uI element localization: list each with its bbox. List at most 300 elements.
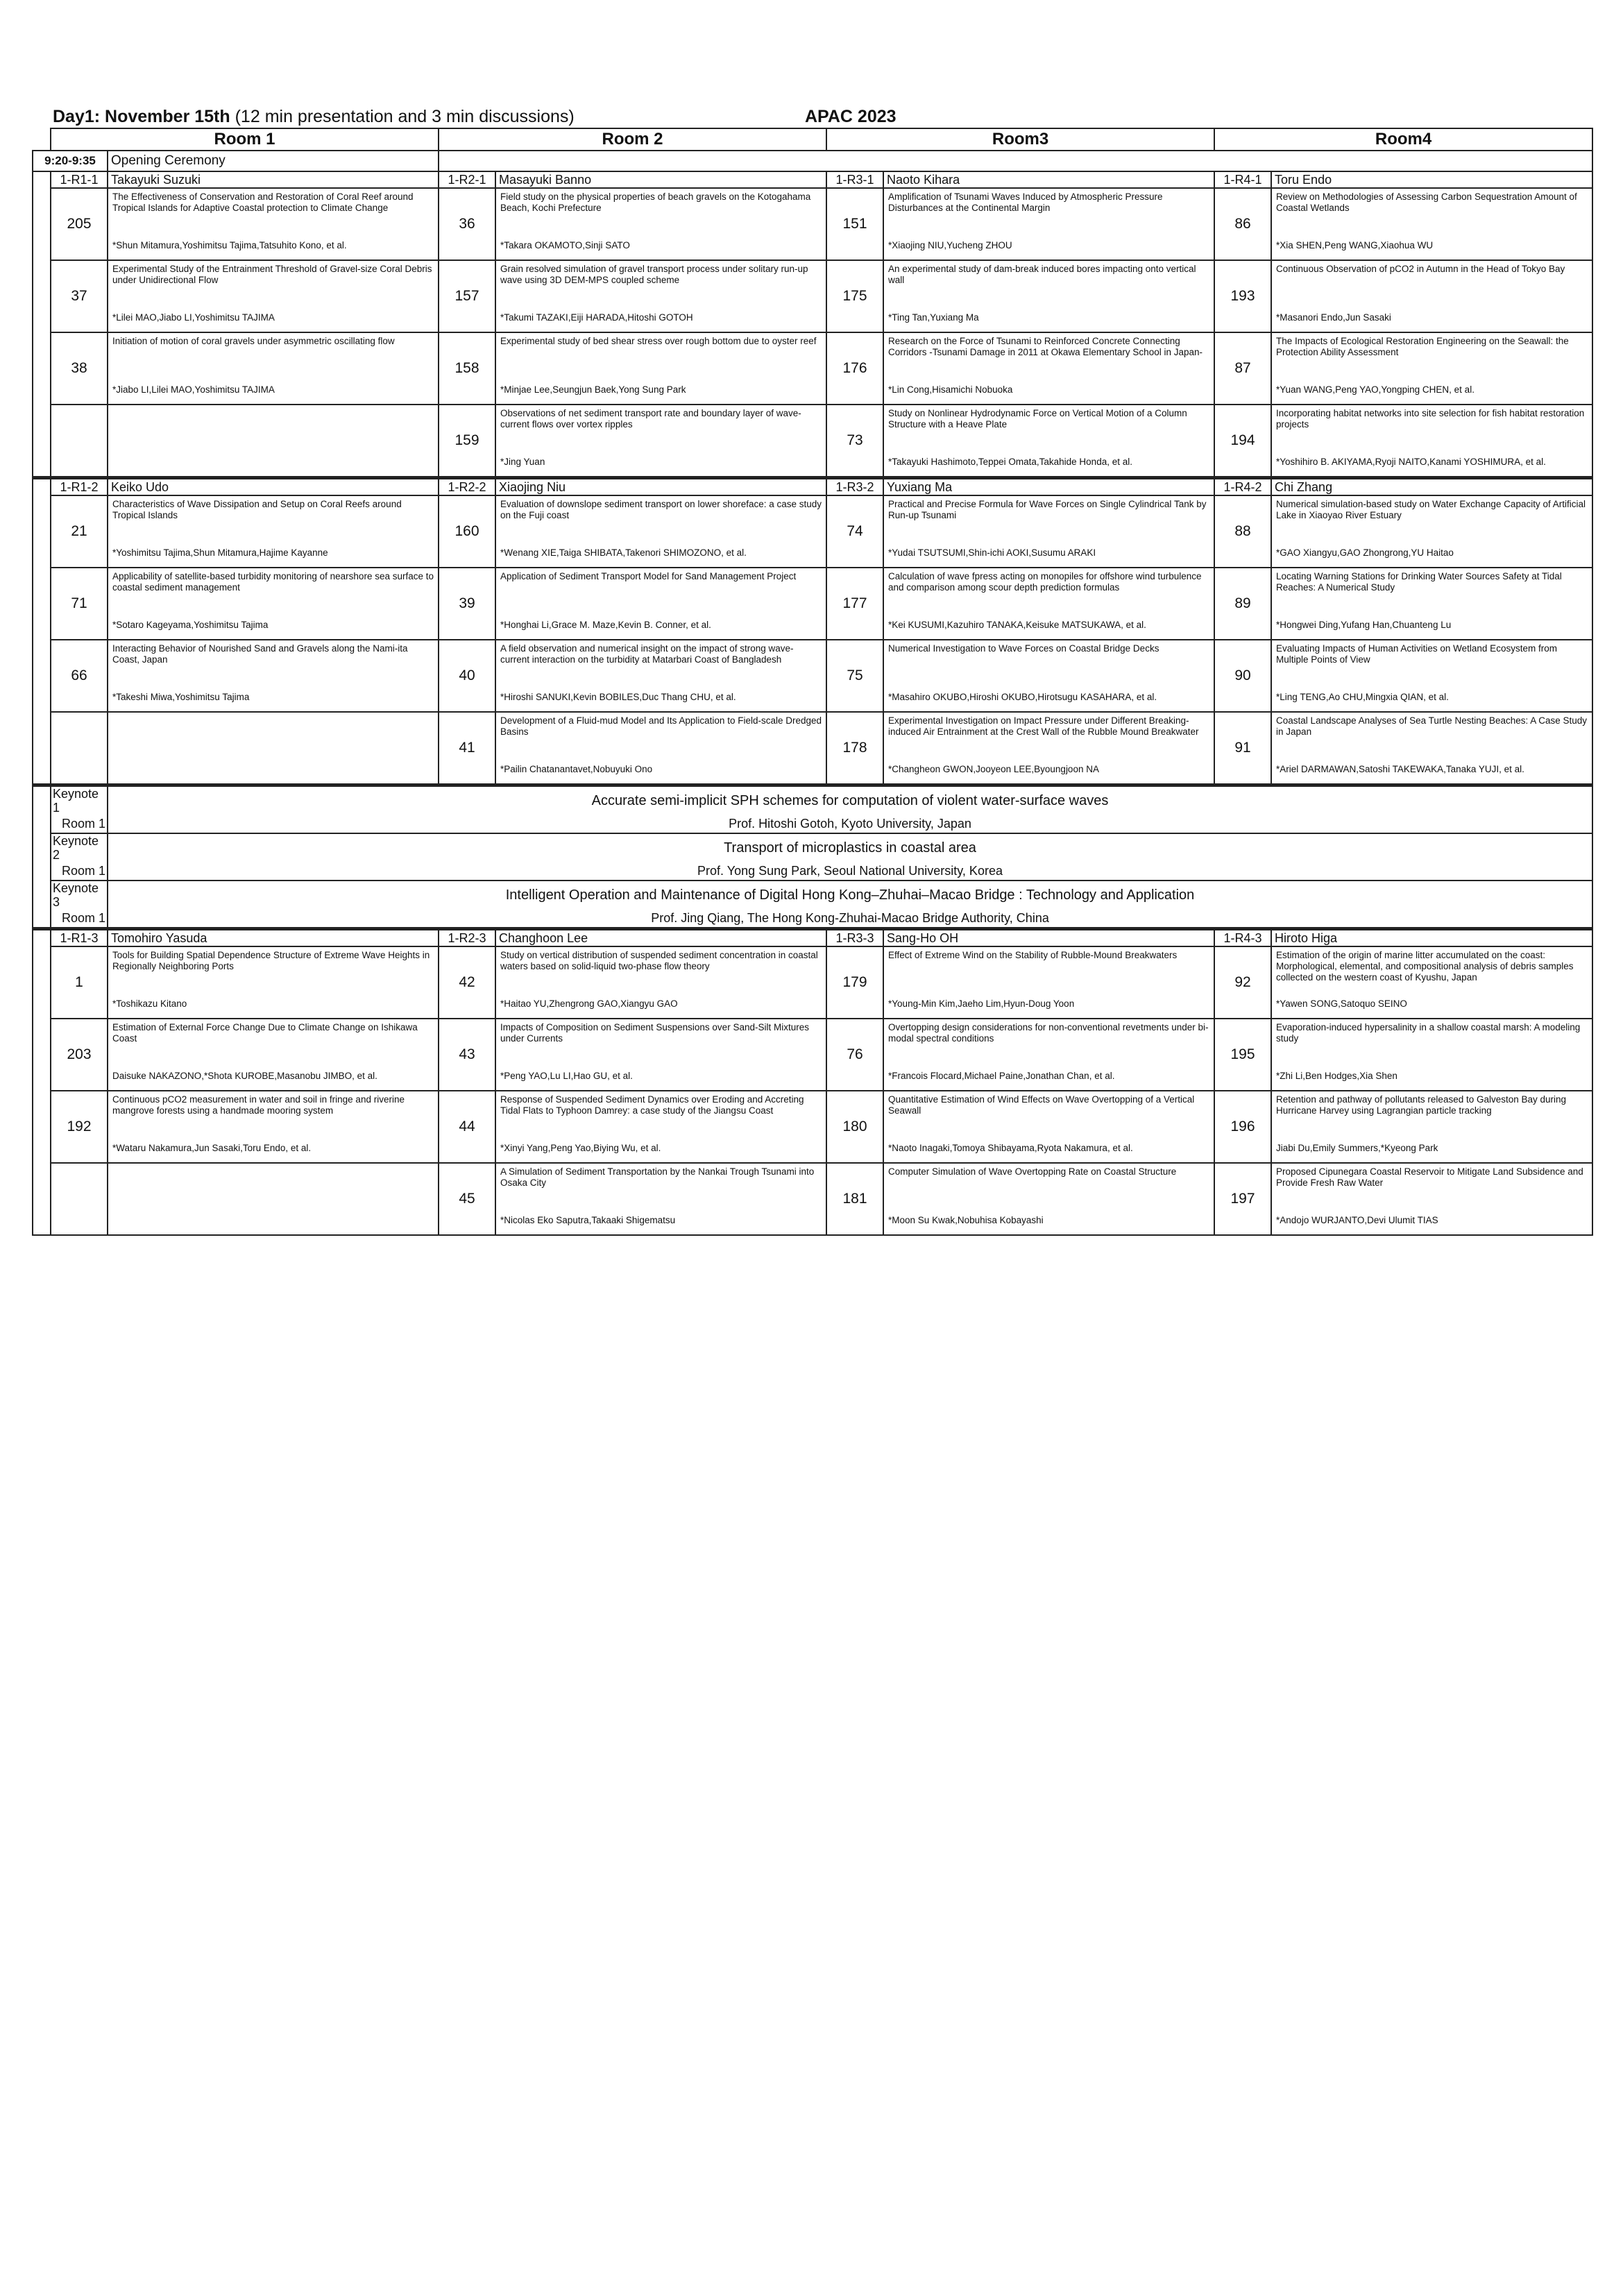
keynote-speaker: Prof. Hitoshi Gotoh, Kyoto University, Japan — [108, 815, 1592, 833]
paper-number: 179 — [826, 946, 883, 1019]
paper-info — [500, 571, 822, 631]
paper-info — [500, 264, 822, 323]
keynote-speaker-row — [33, 815, 1592, 833]
paper-authors: *Minjae Lee,Seungjun Baek,Yong Sung Park — [500, 384, 686, 395]
paper-info — [112, 264, 434, 323]
paper-number: 177 — [826, 568, 883, 640]
paper-authors: Jiabi Du,Emily Summers,*Kyeong Park — [1276, 1143, 1438, 1153]
paper-title: Effect of Extreme Wind on the Stability of Rubble-Mound Breakwaters — [888, 950, 1178, 960]
paper-info — [112, 1022, 434, 1082]
paper-title: Tools for Building Spatial Dependence Structure of Extreme Wave Heights in Regionally Neighboring Ports — [112, 950, 430, 971]
paper-row — [33, 332, 1592, 405]
session-chair: Xiaojing Niu — [495, 478, 826, 496]
session-header-row — [33, 171, 1592, 188]
paper-cell — [495, 568, 826, 640]
time-slot — [33, 929, 51, 1236]
session-code: 1-R3-2 — [826, 478, 883, 496]
paper-number — [51, 405, 108, 478]
paper-info — [500, 336, 822, 396]
paper-number: 181 — [826, 1163, 883, 1235]
paper-title: Locating Warning Stations for Drinking Water Sources Safety at Tidal Reaches: A Numerical Study — [1276, 571, 1562, 593]
header-spacer — [33, 128, 51, 151]
room-header-1: Room 1 — [51, 128, 439, 151]
paper-info — [112, 499, 434, 559]
session-code: 1-R4-2 — [1214, 478, 1271, 496]
paper-info — [888, 571, 1209, 631]
paper-authors: *Hongwei Ding,Yufang Han,Chuanteng Lu — [1276, 620, 1452, 630]
paper-title: Field study on the physical properties of beach gravels on the Kotogahama Beach, Kochi Prefecture — [500, 192, 811, 213]
paper-row — [33, 495, 1592, 568]
paper-title: The Impacts of Ecological Restoration Engineering on the Seawall: the Protection Ability Assessment — [1276, 336, 1569, 357]
paper-info — [112, 950, 434, 1010]
paper-title: Continuous pCO2 measurement in water and soil in fringe and riverine mangrove forests using a handmade mooring system — [112, 1094, 405, 1116]
paper-number: 193 — [1214, 260, 1271, 332]
paper-authors: *Shun Mitamura,Yoshimitsu Tajima,Tatsuhito Kono, et al. — [112, 240, 347, 250]
session-chair: Sang-Ho OH — [883, 929, 1214, 947]
paper-number: 41 — [439, 712, 495, 785]
paper-title: Numerical Investigation to Wave Forces on Coastal Bridge Decks — [888, 643, 1159, 654]
paper-row — [33, 1019, 1592, 1091]
presentation-note: (12 min presentation and 3 min discussions) — [235, 107, 575, 126]
conference-name: APAC 2023 — [805, 107, 897, 126]
paper-number: 73 — [826, 405, 883, 478]
paper-info — [500, 950, 822, 1010]
opening-blank — [439, 151, 1592, 171]
session-code: 1-R2-3 — [439, 929, 495, 947]
paper-cell — [883, 495, 1214, 568]
paper-cell — [495, 640, 826, 712]
paper-number: 157 — [439, 260, 495, 332]
paper-title: Experimental Investigation on Impact Pressure under Different Breaking-induced Air Entrainment at the Crest Wall of the Rubble Mound Breakwater — [888, 715, 1199, 737]
paper-info — [888, 192, 1209, 251]
paper-title: An experimental study of dam-break induced bores impacting onto vertical wall — [888, 264, 1196, 285]
paper-number: 196 — [1214, 1091, 1271, 1163]
paper-number: 88 — [1214, 495, 1271, 568]
room-header-2: Room 2 — [439, 128, 826, 151]
schedule-table — [32, 128, 1593, 1236]
session-chair: Changhoon Lee — [495, 929, 826, 947]
opening-time: 9:20-9:35 — [33, 151, 108, 171]
paper-cell — [1271, 495, 1592, 568]
paper-info — [888, 408, 1209, 468]
paper-cell — [1271, 1163, 1592, 1235]
paper-cell — [108, 405, 439, 478]
paper-cell — [883, 1019, 1214, 1091]
paper-cell — [108, 1019, 439, 1091]
paper-info — [1276, 264, 1588, 323]
paper-info — [500, 1166, 822, 1226]
paper-number: 89 — [1214, 568, 1271, 640]
keynote-label: Keynote 2 — [51, 833, 108, 862]
paper-title: Grain resolved simulation of gravel transport process under solitary run-up wave using 3D DEM-MPS coupled scheme — [500, 264, 808, 285]
paper-number: 197 — [1214, 1163, 1271, 1235]
paper-cell — [883, 1091, 1214, 1163]
paper-title: Continuous Observation of pCO2 in Autumn in the Head of Tokyo Bay — [1276, 264, 1565, 274]
session-code: 1-R2-1 — [439, 171, 495, 188]
paper-title: Study on Nonlinear Hydrodynamic Force on Vertical Motion of a Column Structure with a Heave Plate — [888, 408, 1187, 430]
paper-row — [33, 405, 1592, 478]
paper-authors: *Naoto Inagaki,Tomoya Shibayama,Ryota Nakamura, et al. — [888, 1143, 1133, 1153]
paper-title: Development of a Fluid-mud Model and Its Application to Field-scale Dredged Basins — [500, 715, 822, 737]
paper-row — [33, 1091, 1592, 1163]
paper-title: Study on vertical distribution of suspended sediment concentration in coastal waters based on solid-liquid two-phase flow theory — [500, 950, 818, 971]
paper-title: Evaporation-induced hypersalinity in a shallow coastal marsh: A modeling study — [1276, 1022, 1581, 1044]
keynote-label: Keynote 1 — [51, 785, 108, 815]
paper-info — [888, 1166, 1209, 1226]
paper-cell — [495, 188, 826, 260]
paper-info — [888, 715, 1209, 775]
paper-authors: *Jing Yuan — [500, 457, 545, 467]
session-chair: Naoto Kihara — [883, 171, 1214, 188]
paper-number: 39 — [439, 568, 495, 640]
keynote-speaker-row — [33, 909, 1592, 929]
room-header-row — [33, 128, 1592, 151]
paper-info — [1276, 571, 1588, 631]
session-code: 1-R3-3 — [826, 929, 883, 947]
session-code: 1-R2-2 — [439, 478, 495, 496]
paper-number: 40 — [439, 640, 495, 712]
paper-title: Review on Methodologies of Assessing Carbon Sequestration Amount of Coastal Wetlands — [1276, 192, 1577, 213]
paper-authors: *Xinyi Yang,Peng Yao,Biying Wu, et al. — [500, 1143, 661, 1153]
session-chair: Keiko Udo — [108, 478, 439, 496]
paper-info — [1276, 1022, 1588, 1082]
paper-authors: *Andojo WURJANTO,Devi Ulumit TIAS — [1276, 1215, 1438, 1225]
paper-cell — [883, 946, 1214, 1019]
paper-title: Estimation of the origin of marine litter accumulated on the coast: Morphological, elemental, and compositional analysis of debris samples collected on the western coast of Kyushu, Japan — [1276, 950, 1574, 983]
paper-authors: *Young-Min Kim,Jaeho Lim,Hyun-Doug Yoon — [888, 998, 1075, 1009]
paper-cell — [495, 712, 826, 785]
paper-info — [888, 950, 1209, 1010]
paper-authors: *Kei KUSUMI,Kazuhiro TANAKA,Keisuke MATSUKAWA, et al. — [888, 620, 1146, 630]
paper-authors: *Ling TENG,Ao CHU,Mingxia QIAN, et al. — [1276, 692, 1449, 702]
paper-cell — [1271, 946, 1592, 1019]
opening-label: Opening Ceremony — [108, 151, 439, 171]
paper-info — [112, 192, 434, 251]
session-header-row — [33, 478, 1592, 496]
paper-title: Incorporating habitat networks into site selection for fish habitat restoration projects — [1276, 408, 1585, 430]
paper-row — [33, 640, 1592, 712]
paper-authors: *Takayuki Hashimoto,Teppei Omata,Takahide Honda, et al. — [888, 457, 1132, 467]
paper-info — [888, 499, 1209, 559]
paper-authors: *Ariel DARMAWAN,Satoshi TAKEWAKA,Tanaka YUJI, et al. — [1276, 764, 1524, 774]
paper-cell — [1271, 712, 1592, 785]
paper-authors: *Lin Cong,Hisamichi Nobuoka — [888, 384, 1013, 395]
paper-title: The Effectiveness of Conservation and Restoration of Coral Reef around Tropical Islands for Adaptive Coastal protection to Climate Change — [112, 192, 414, 213]
paper-cell — [108, 260, 439, 332]
paper-title: Computer Simulation of Wave Overtopping Rate on Coastal Structure — [888, 1166, 1177, 1177]
paper-number: 159 — [439, 405, 495, 478]
paper-row — [33, 260, 1592, 332]
paper-info — [112, 715, 434, 775]
paper-info — [1276, 499, 1588, 559]
paper-authors: *Yawen SONG,Satoquo SEINO — [1276, 998, 1407, 1009]
session-code: 1-R1-3 — [51, 929, 108, 947]
paper-authors: *Yudai TSUTSUMI,Shin-ichi AOKI,Susumu ARAKI — [888, 547, 1096, 558]
paper-authors: *Yoshimitsu Tajima,Shun Mitamura,Hajime Kayanne — [112, 547, 328, 558]
paper-number: 36 — [439, 188, 495, 260]
paper-number — [51, 712, 108, 785]
paper-row — [33, 946, 1592, 1019]
paper-info — [1276, 336, 1588, 396]
paper-info — [500, 408, 822, 468]
paper-info — [888, 264, 1209, 323]
paper-number: 195 — [1214, 1019, 1271, 1091]
keynote-room: Room 1 — [51, 862, 108, 881]
session-code: 1-R4-1 — [1214, 171, 1271, 188]
paper-title: Estimation of External Force Change Due to Climate Change on Ishikawa Coast — [112, 1022, 418, 1044]
paper-title: Evaluating Impacts of Human Activities on Wetland Ecosystem from Multiple Points of View — [1276, 643, 1557, 665]
keynote-time-slot — [33, 785, 51, 929]
keynote-room: Room 1 — [51, 815, 108, 833]
paper-number: 43 — [439, 1019, 495, 1091]
paper-info — [1276, 192, 1588, 251]
keynote-title-row — [33, 785, 1592, 815]
paper-title: Impacts of Composition on Sediment Suspensions over Sand-Silt Mixtures under Currents — [500, 1022, 809, 1044]
paper-info — [500, 1022, 822, 1082]
paper-cell — [1271, 640, 1592, 712]
paper-title: Experimental Study of the Entrainment Threshold of Gravel-size Coral Debris under Unidirectional Flow — [112, 264, 432, 285]
paper-title: Overtopping design considerations for non-conventional revetments under bi-modal spectral conditions — [888, 1022, 1209, 1044]
paper-cell — [883, 260, 1214, 332]
paper-cell — [108, 640, 439, 712]
session-code: 1-R1-2 — [51, 478, 108, 496]
keynote-title: Intelligent Operation and Maintenance of Digital Hong Kong–Zhuhai–Macao Bridge : Technology and Application — [108, 881, 1592, 909]
paper-number: 180 — [826, 1091, 883, 1163]
paper-info — [500, 192, 822, 251]
paper-authors: *Changheon GWON,Jooyeon LEE,Byoungjoon NA — [888, 764, 1099, 774]
paper-authors: *Takumi TAZAKI,Eiji HARADA,Hitoshi GOTOH — [500, 312, 693, 323]
paper-title: Quantitative Estimation of Wind Effects on Wave Overtopping of a Vertical Seawall — [888, 1094, 1195, 1116]
paper-authors: *Wenang XIE,Taiga SHIBATA,Takenori SHIMOZONO, et al. — [500, 547, 747, 558]
paper-authors: *Xia SHEN,Peng WANG,Xiaohua WU — [1276, 240, 1434, 250]
keynote-room: Room 1 — [51, 909, 108, 929]
paper-cell — [495, 1163, 826, 1235]
keynote-title-row — [33, 833, 1592, 862]
paper-title: A Simulation of Sediment Transportation by the Nankai Trough Tsunami into Osaka City — [500, 1166, 815, 1188]
paper-info — [1276, 1094, 1588, 1154]
paper-cell — [883, 640, 1214, 712]
paper-authors: Daisuke NAKAZONO,*Shota KUROBE,Masanobu JIMBO, et al. — [112, 1071, 377, 1081]
paper-title: Applicability of satellite-based turbidity monitoring of nearshore sea surface to coastal sediment management — [112, 571, 434, 593]
paper-number: 37 — [51, 260, 108, 332]
paper-row — [33, 568, 1592, 640]
paper-cell — [495, 405, 826, 478]
paper-title: Application of Sediment Transport Model for Sand Management Project — [500, 571, 797, 581]
paper-authors: *Zhi Li,Ben Hodges,Xia Shen — [1276, 1071, 1397, 1081]
paper-number: 203 — [51, 1019, 108, 1091]
paper-cell — [108, 495, 439, 568]
paper-cell — [495, 332, 826, 405]
paper-number: 92 — [1214, 946, 1271, 1019]
paper-authors: *Francois Flocard,Michael Paine,Jonathan Chan, et al. — [888, 1071, 1115, 1081]
paper-title: Coastal Landscape Analyses of Sea Turtle Nesting Beaches: A Case Study in Japan — [1276, 715, 1588, 737]
paper-title: Numerical simulation-based study on Water Exchange Capacity of Artificial Lake in Xiaoyao River Estuary — [1276, 499, 1586, 520]
time-slot — [33, 171, 51, 478]
paper-authors: *Peng YAO,Lu LI,Hao GU, et al. — [500, 1071, 633, 1081]
paper-info — [112, 408, 434, 468]
paper-authors: *Takara OKAMOTO,Sinji SATO — [500, 240, 630, 250]
opening-row — [33, 151, 1592, 171]
paper-authors: *Toshikazu Kitano — [112, 998, 187, 1009]
keynote-speaker: Prof. Jing Qiang, The Hong Kong-Zhuhai-Macao Bridge Authority, China — [108, 909, 1592, 929]
paper-info — [1276, 643, 1588, 703]
paper-authors: *GAO Xiangyu,GAO Zhongrong,YU Haitao — [1276, 547, 1454, 558]
paper-info — [888, 1094, 1209, 1154]
paper-number: 75 — [826, 640, 883, 712]
paper-number: 45 — [439, 1163, 495, 1235]
paper-number: 21 — [51, 495, 108, 568]
schedule-title — [53, 104, 892, 129]
paper-authors: *Nicolas Eko Saputra,Takaaki Shigematsu — [500, 1215, 676, 1225]
paper-info — [112, 643, 434, 703]
paper-info — [888, 336, 1209, 396]
paper-number: 38 — [51, 332, 108, 405]
paper-cell — [883, 332, 1214, 405]
paper-row — [33, 712, 1592, 785]
paper-info — [888, 1022, 1209, 1082]
paper-info — [888, 643, 1209, 703]
paper-info — [500, 715, 822, 775]
paper-authors: *Honghai Li,Grace M. Maze,Kevin B. Conner, et al. — [500, 620, 711, 630]
paper-number: 74 — [826, 495, 883, 568]
paper-cell — [1271, 188, 1592, 260]
session-chair: Toru Endo — [1271, 171, 1592, 188]
keynote-label: Keynote 3 — [51, 881, 108, 909]
paper-cell — [1271, 1091, 1592, 1163]
paper-number: 76 — [826, 1019, 883, 1091]
session-chair: Yuxiang Ma — [883, 478, 1214, 496]
paper-authors: *Yoshihiro B. AKIYAMA,Ryoji NAITO,Kanami YOSHIMURA, et al. — [1276, 457, 1546, 467]
paper-cell — [883, 1163, 1214, 1235]
paper-cell — [883, 712, 1214, 785]
paper-authors: *Sotaro Kageyama,Yoshimitsu Tajima — [112, 620, 269, 630]
paper-authors: *Lilei MAO,Jiabo LI,Yoshimitsu TAJIMA — [112, 312, 275, 323]
paper-number — [51, 1163, 108, 1235]
paper-title: Retention and pathway of pollutants released to Galveston Bay during Hurricane Harvey using Lagrangian particle tracking — [1276, 1094, 1567, 1116]
keynote-title: Transport of microplastics in coastal area — [108, 833, 1592, 862]
paper-number: 1 — [51, 946, 108, 1019]
paper-authors: *Jiabo LI,Lilei MAO,Yoshimitsu TAJIMA — [112, 384, 275, 395]
paper-number: 66 — [51, 640, 108, 712]
paper-row — [33, 188, 1592, 260]
paper-number: 90 — [1214, 640, 1271, 712]
paper-title: Initiation of motion of coral gravels under asymmetric oscillating flow — [112, 336, 395, 346]
paper-authors: *Ting Tan,Yuxiang Ma — [888, 312, 979, 323]
paper-cell — [108, 1091, 439, 1163]
paper-cell — [495, 1019, 826, 1091]
paper-info — [112, 571, 434, 631]
session-chair: Hiroto Higa — [1271, 929, 1592, 947]
paper-cell — [108, 712, 439, 785]
paper-authors: *Moon Su Kwak,Nobuhisa Kobayashi — [888, 1215, 1044, 1225]
paper-number: 158 — [439, 332, 495, 405]
paper-title: Interacting Behavior of Nourished Sand and Gravels along the Nami-ita Coast, Japan — [112, 643, 408, 665]
paper-title: Observations of net sediment transport rate and boundary layer of wave-current flows over vortex ripples — [500, 408, 801, 430]
paper-number: 86 — [1214, 188, 1271, 260]
keynote-title: Accurate semi-implicit SPH schemes for computation of violent water-surface waves — [108, 785, 1592, 815]
paper-number: 42 — [439, 946, 495, 1019]
paper-number: 44 — [439, 1091, 495, 1163]
paper-info — [1276, 950, 1588, 1010]
paper-authors: *Takeshi Miwa,Yoshimitsu Tajima — [112, 692, 250, 702]
paper-cell — [495, 495, 826, 568]
paper-title: A field observation and numerical insight on the impact of strong wave-current interaction on the turbidity at Matarbari Coast of Bangladesh — [500, 643, 794, 665]
paper-info — [500, 1094, 822, 1154]
paper-number: 151 — [826, 188, 883, 260]
paper-cell — [108, 332, 439, 405]
paper-authors: *Masahiro OKUBO,Hiroshi OKUBO,Hirotsugu KASAHARA, et al. — [888, 692, 1157, 702]
paper-cell — [1271, 1019, 1592, 1091]
paper-cell — [495, 260, 826, 332]
paper-number: 178 — [826, 712, 883, 785]
paper-title: Response of Suspended Sediment Dynamics over Eroding and Accreting Tidal Flats to Typhoon Damrey: a case study of the Jiangsu Coast — [500, 1094, 804, 1116]
keynote-title-row — [33, 881, 1592, 909]
paper-info — [112, 1094, 434, 1154]
paper-number: 205 — [51, 188, 108, 260]
paper-title: Proposed Cipunegara Coastal Reservoir to Mitigate Land Subsidence and Provide Fresh Raw Water — [1276, 1166, 1583, 1188]
day-label: Day1: November 15th — [53, 107, 230, 126]
paper-cell — [108, 188, 439, 260]
paper-info — [1276, 1166, 1588, 1226]
session-header-row — [33, 929, 1592, 947]
paper-authors: *Haitao YU,Zhengrong GAO,Xiangyu GAO — [500, 998, 678, 1009]
session-code: 1-R1-1 — [51, 171, 108, 188]
paper-authors: *Masanori Endo,Jun Sasaki — [1276, 312, 1391, 323]
room-header-4: Room4 — [1214, 128, 1592, 151]
keynote-speaker: Prof. Yong Sung Park, Seoul National University, Korea — [108, 862, 1592, 881]
paper-info — [500, 499, 822, 559]
paper-info — [112, 336, 434, 396]
paper-number: 71 — [51, 568, 108, 640]
paper-cell — [108, 1163, 439, 1235]
room-header-3: Room3 — [826, 128, 1214, 151]
paper-number: 87 — [1214, 332, 1271, 405]
paper-authors: *Pailin Chatanantavet,Nobuyuki Ono — [500, 764, 653, 774]
paper-info — [500, 643, 822, 703]
paper-cell — [1271, 405, 1592, 478]
session-code: 1-R3-1 — [826, 171, 883, 188]
paper-cell — [108, 568, 439, 640]
paper-cell — [1271, 260, 1592, 332]
schedule-body — [33, 128, 1592, 1235]
paper-cell — [883, 568, 1214, 640]
paper-cell — [495, 1091, 826, 1163]
session-chair: Masayuki Banno — [495, 171, 826, 188]
paper-authors: *Xiaojing NIU,Yucheng ZHOU — [888, 240, 1012, 250]
time-slot — [33, 478, 51, 785]
paper-title: Practical and Precise Formula for Wave Forces on Single Cylindrical Tank by Run-up Tsunami — [888, 499, 1207, 520]
paper-authors: *Hiroshi SANUKI,Kevin BOBILES,Duc Thang CHU, et al. — [500, 692, 736, 702]
paper-title: Amplification of Tsunami Waves Induced by Atmospheric Pressure Disturbances at the Continental Margin — [888, 192, 1163, 213]
paper-cell — [883, 405, 1214, 478]
paper-number: 176 — [826, 332, 883, 405]
session-chair: Chi Zhang — [1271, 478, 1592, 496]
paper-row — [33, 1163, 1592, 1235]
paper-cell — [495, 946, 826, 1019]
paper-title: Characteristics of Wave Dissipation and Setup on Coral Reefs around Tropical Islands — [112, 499, 402, 520]
paper-cell — [108, 946, 439, 1019]
paper-info — [1276, 715, 1588, 775]
paper-title: Evaluation of downslope sediment transport on lower shoreface: a case study on the Fuji coast — [500, 499, 822, 520]
paper-number: 175 — [826, 260, 883, 332]
paper-number: 194 — [1214, 405, 1271, 478]
session-code: 1-R4-3 — [1214, 929, 1271, 947]
paper-cell — [1271, 332, 1592, 405]
paper-cell — [1271, 568, 1592, 640]
paper-number: 91 — [1214, 712, 1271, 785]
paper-title: Research on the Force of Tsunami to Reinforced Concrete Connecting Corridors -Tsunami Damage in 2011 at Okawa Elementary School in Japan- — [888, 336, 1203, 357]
paper-title: Experimental study of bed shear stress over rough bottom due to oyster reef — [500, 336, 817, 346]
